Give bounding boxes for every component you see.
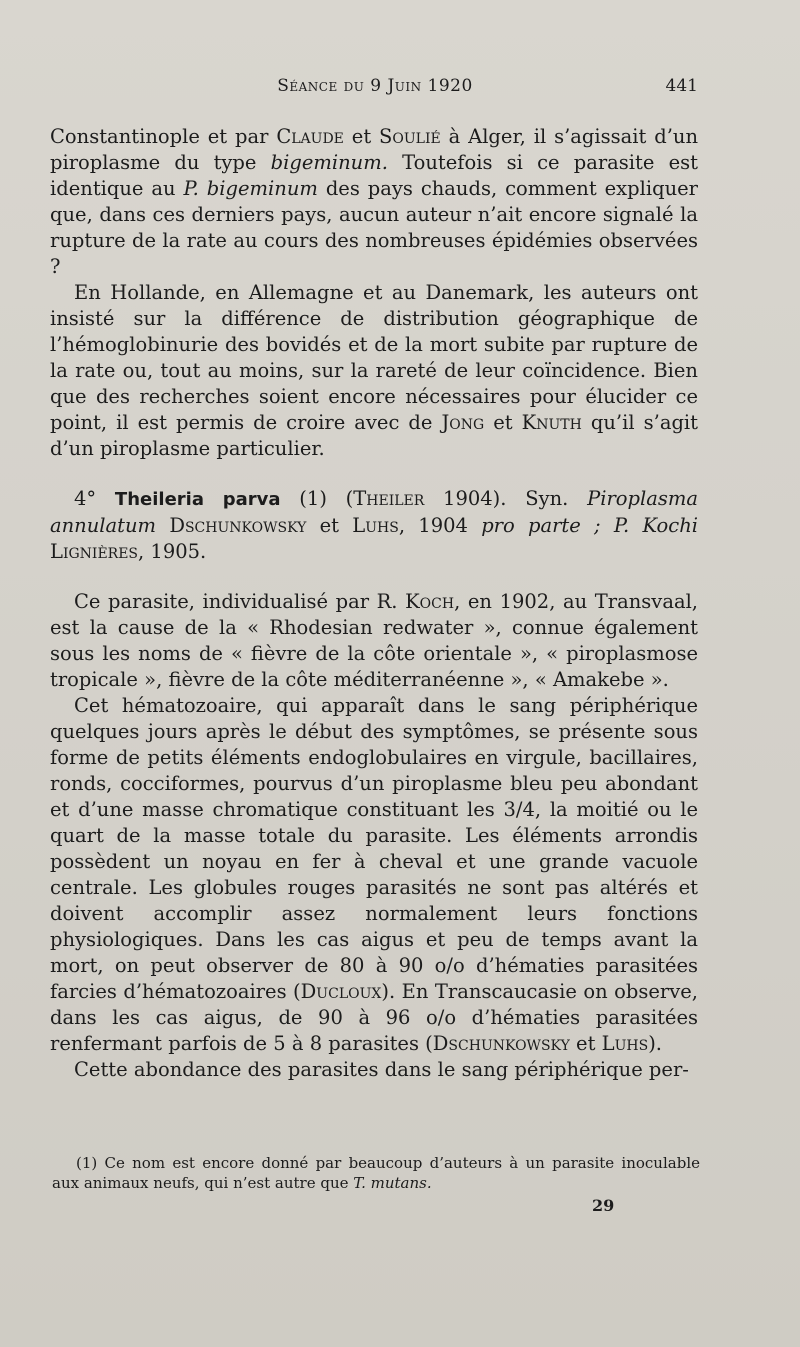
species-annulatum: Piroplasma annulatum: [50, 487, 698, 537]
author-koch: R. Koch: [376, 590, 455, 613]
text-run: des pays chauds, comment expliquer que, dans ces derniers pays, aucun auteur n’ait encore signalé la rupture de la rate au cours des nombreuses épidémies observées ?: [50, 177, 698, 278]
paragraph-4: [50, 589, 698, 693]
text-run: et: [343, 125, 380, 148]
section-number: 4°: [74, 487, 97, 510]
species-kochi: pro parte ; P. Kochi: [481, 514, 698, 537]
paragraph-2: [50, 280, 698, 462]
species-p-bigeminum: P. bigeminum: [183, 177, 318, 200]
section-title: Theileria parva: [114, 489, 281, 510]
text-run: et: [306, 514, 353, 537]
footnote-text: [52, 1153, 700, 1193]
author-luhs-2: Luhs: [601, 1032, 649, 1055]
author-soulie: Soulié: [379, 125, 441, 148]
author-lignieres: Lignières: [50, 540, 139, 563]
species-mutans: T. mutans.: [353, 1174, 432, 1192]
text-run: ). En Transcaucasie on observe, dans les cas aigus, de 90 à 96 o/o d’hématies parasitées renfermant parfois de 5 à 8 parasites (: [50, 980, 698, 1055]
text-run: et: [484, 411, 522, 434]
author-dschunkowsky: Dschunkowsky: [169, 514, 307, 537]
text-run: Cette abondance des parasites dans le sang périphérique per-: [74, 1058, 689, 1081]
author-dschunkowsky-2: Dschunkowsky: [432, 1032, 570, 1055]
author-luhs: Luhs: [352, 514, 399, 537]
paragraph-6: [50, 1057, 698, 1083]
text-run: , en 1902, au Transvaal, est la cause de la « Rhodesian redwater », connue également sous les noms de « fièvre de la côte orientale », « piroplasmose tropicale », fièvre de la côte méditerranéenne », « Amakebe ».: [50, 590, 699, 691]
author-knuth: Knuth: [521, 411, 582, 434]
text-run: Toutefois si ce parasite est identique au: [50, 151, 698, 200]
text-run: 1904). Syn.: [424, 487, 588, 510]
text-run: [156, 514, 169, 537]
text-run: qu’il s’agit d’un piroplasme particulier.: [50, 411, 699, 460]
footnote: [52, 1153, 700, 1193]
signature-mark: 29: [592, 1196, 615, 1215]
author-jong: Jong: [441, 411, 485, 434]
text-run: à Alger, il s’agissait d’un piroplasme du type: [50, 125, 699, 174]
species-bigeminum: bigeminum.: [270, 151, 388, 174]
text-run: , 1904: [398, 514, 482, 537]
running-header: [52, 76, 698, 106]
paragraph-5: [50, 693, 698, 1057]
text-run: Ce parasite, individualisé par: [74, 590, 377, 613]
author-ducloux: Ducloux: [300, 980, 382, 1003]
text-run: (1) Ce nom est encore donné par beaucoup d’auteurs à un parasite inoculable aux animaux neufs, qui n’est autre que: [52, 1154, 700, 1192]
author-theiler: Theiler: [353, 487, 425, 510]
running-title: Séance du 9 Juin 1920: [277, 76, 473, 96]
text-run: Cet hématozoaire, qui apparaît dans le sang périphérique quelques jours après le début des symptômes, se présente sous forme de petits éléments endoglobulaires en virgule, bacillaires, ronds, cocciformes, pourvus d’un piroplasme bleu peu abondant et d’une masse chromatique constituant les 3/4, la moitié ou le quart de la masse totale du parasite. Les éléments arrondis possèdent un noyau en fer à cheval et une grande vacuole centrale. Les globules rouges parasités ne sont pas altérés et doivent accomplir assez normalement leurs fonctions physiologiques. Dans les cas aigus et peu de temps avant la mort, on peut observer de 80 à 90 o/o d’hématies parasitées farcies d’hématozoaires (: [50, 694, 698, 1003]
section-heading-theileria: [50, 486, 698, 565]
author-claude: Claude: [276, 125, 344, 148]
article-body: [50, 124, 698, 1083]
text-run: , 1905.: [138, 540, 207, 563]
text-run: En Hollande, en Allemagne et au Danemark, les auteurs ont insisté sur la différence de distribution géographique de l’hémoglobinurie des bovidés et de la mort subite par rupture de la rate ou, tout au moins, sur la rareté de leur coïncidence. Bien que des recherches soient encore nécessaires pour élucider ce point, il est permis de croire avec de: [50, 281, 698, 434]
paragraph-1: [50, 124, 698, 280]
text-run: et: [569, 1032, 602, 1055]
page-number: 441: [665, 76, 698, 96]
text-run: Constantinople et par: [50, 125, 277, 148]
text-run: ).: [648, 1032, 663, 1055]
text-run: (1) (: [280, 487, 354, 510]
